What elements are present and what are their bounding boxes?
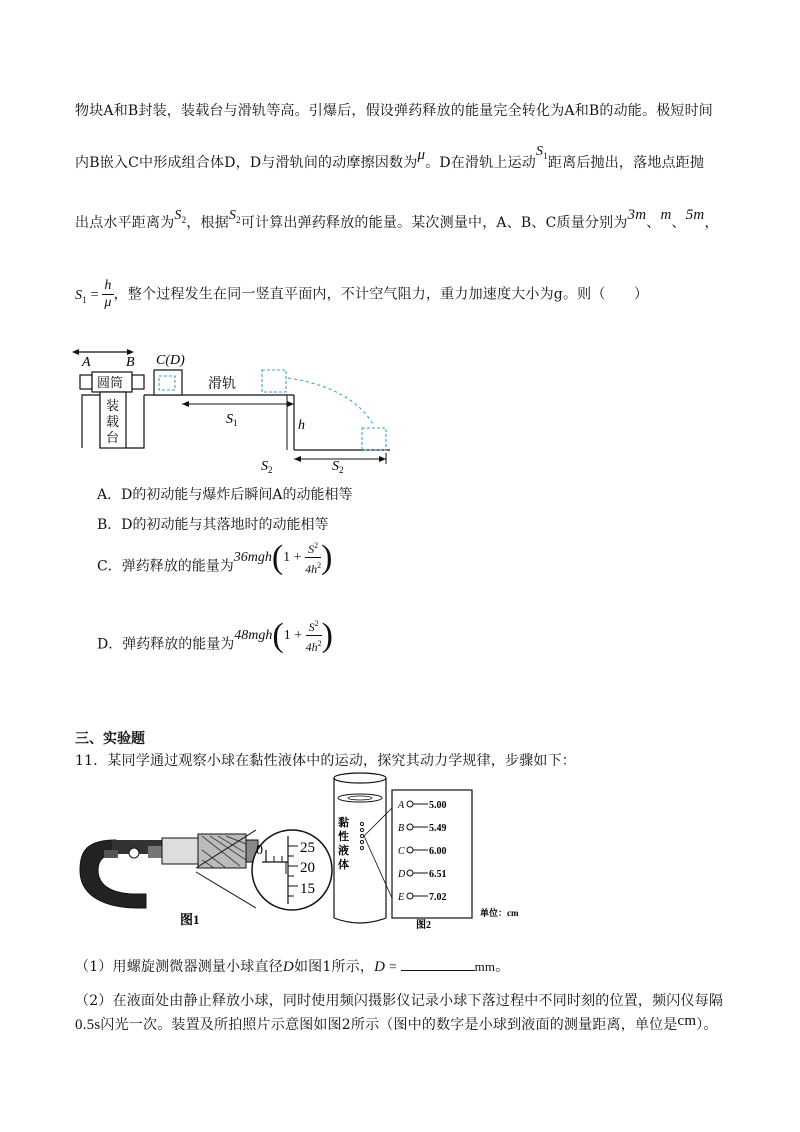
q11-step-1: （1）用螺旋测微器测量小球直径D如图1所示，D = mm。	[75, 956, 509, 976]
ball	[129, 848, 139, 858]
q11-step-2-line-1: （2）在液面处由静止释放小球，同时使用频闪摄影仪记录小球下落过程中不同时刻的位置，频闪仪每隔	[75, 993, 724, 1009]
section-title: 三、实验题	[75, 731, 145, 747]
scale-15: 15	[300, 881, 315, 897]
platform-left-post	[82, 395, 100, 448]
left-arrow-icon	[72, 349, 79, 355]
row-value: 6.51	[429, 869, 447, 880]
row-label: C	[398, 846, 405, 857]
label-h: h	[298, 418, 305, 433]
row-value: 5.49	[429, 823, 447, 834]
option-b[interactable]: B．D的初动能与其落地时的动能相等	[97, 517, 329, 533]
scale-25: 25	[300, 840, 315, 856]
option-d[interactable]: D．弹药释放的能量为48mgh(1 + $\frac{S^2}{4h^2}$ )	[97, 616, 333, 654]
svg-text:黏: 黏	[338, 817, 349, 829]
option-c[interactable]: C．弹药释放的能量为36mgh(1 + $\frac{S^2}{4h^2}$ )	[97, 538, 333, 576]
label-s2-left: $S_2$	[261, 459, 273, 473]
row-value: 7.02	[429, 892, 447, 903]
liquid-surface	[338, 794, 382, 802]
svg-text:载: 载	[106, 414, 120, 429]
q11-step-2-line-2: 0.5s闪光一次。装置及所拍照片示意图如图2所示（图中的数字是小球到液面的测量距离，单位是cm）。	[75, 1013, 718, 1033]
magnifier	[252, 830, 332, 910]
row-value: 5.00	[429, 800, 447, 811]
scale-0: 0	[256, 843, 263, 858]
label-a: A	[82, 355, 91, 370]
q10-line-4: $S_1$ = $\frac{h}{\mu}$ ，整个过程发生在同一竖直平面内，不计空气阻力，重力加速度大小为g。则（ ）	[75, 278, 649, 310]
s1-formula: $S_1$	[75, 287, 87, 305]
fig2-caption: 图2	[416, 920, 431, 931]
fig1-caption: 图1	[180, 912, 200, 927]
fig2-unit: 单位：cm	[480, 908, 519, 918]
option-a[interactable]: A．D的初动能与爆炸后瞬间A的动能相等	[97, 487, 353, 503]
row-label: D	[398, 869, 406, 880]
label-cd: C(D)	[156, 353, 185, 368]
row-label: E	[398, 892, 405, 903]
label-s1: $S_1$	[226, 412, 238, 428]
q10-line-2: 内B嵌入C中形成组合体D，D与滑轨间的动摩擦因数为μ。D在滑轨上运动$S_1$距离后抛出，落地点距抛	[75, 144, 705, 171]
micrometer-figure	[76, 790, 336, 930]
q10-line-3: 出点水平距离为$S_2$，根据$S_2$可计算出弹药释放的能量。某次测量中，A、B、C质量分别为3m、m、5m，	[75, 207, 719, 231]
row-label: B	[398, 823, 405, 834]
svg-text:性: 性	[338, 831, 349, 843]
svg-text:液: 液	[338, 845, 349, 857]
q11-intro: 11．某同学通过观察小球在黏性液体中的运动，探究其动力学规律，步骤如下：	[75, 753, 577, 769]
label-tube: 圆筒	[97, 375, 124, 390]
block-c	[154, 370, 182, 395]
label-rail: 滑轨	[208, 377, 236, 392]
q10-line-1: 物块A和B封装，装载台与滑轨等高。引爆后，假设弹药释放的能量完全转化为A和B的动能。极短时间	[75, 103, 713, 119]
block-d-landing	[362, 428, 386, 450]
svg-text:体: 体	[338, 859, 349, 871]
block-b	[132, 375, 144, 389]
block-a	[80, 375, 92, 389]
row-label: A	[398, 800, 405, 811]
row-value: 6.00	[429, 846, 447, 857]
svg-text:台: 台	[106, 430, 120, 445]
svg-text:装: 装	[106, 398, 120, 413]
cylinder-figure	[328, 768, 538, 932]
scale-20: 20	[300, 860, 315, 876]
block-d-launch	[262, 370, 286, 392]
label-s2: $S_2$	[332, 459, 344, 473]
q10-figure	[68, 348, 398, 473]
label-b: B	[126, 355, 135, 370]
answer-blank[interactable]	[401, 956, 475, 971]
